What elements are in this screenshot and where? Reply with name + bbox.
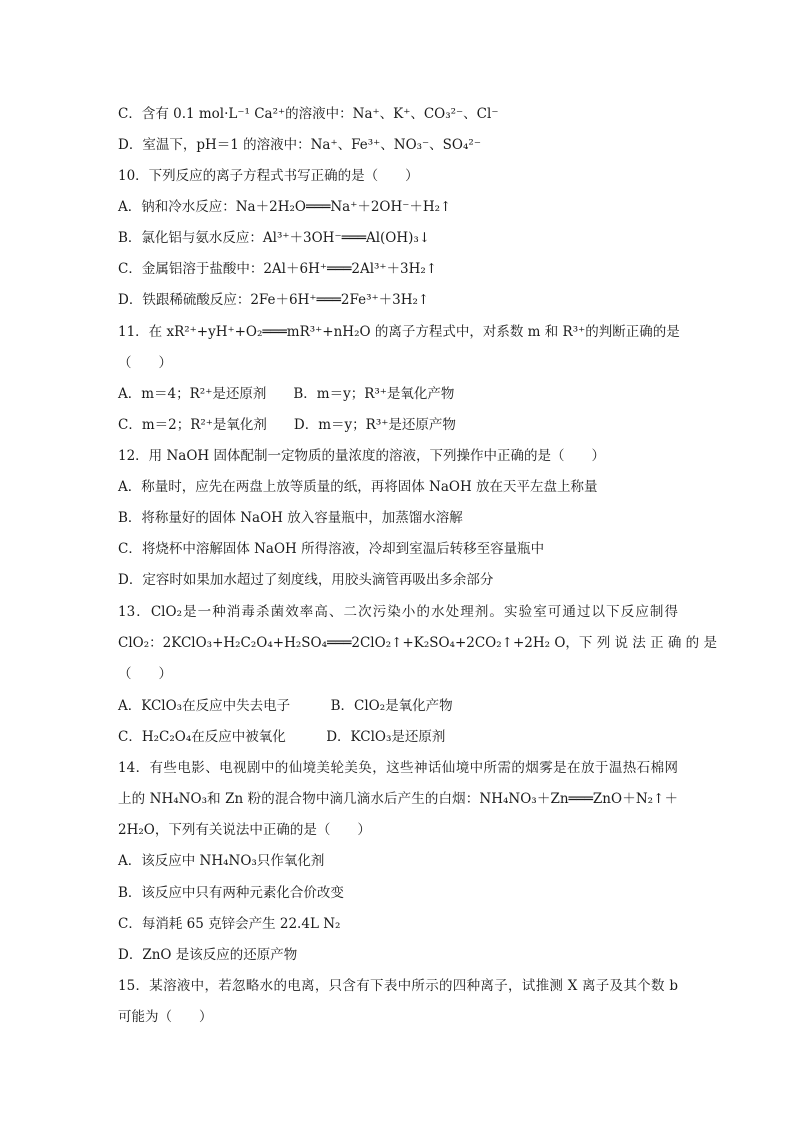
option-14c: C．每消耗 65 克锌会产生 22.4L N₂: [118, 916, 341, 932]
option-9d: D．室温下，pH＝1 的溶液中：Na⁺、Fe³⁺、NO₃⁻、SO₄²⁻: [118, 137, 481, 153]
question-13-blank: （ ）: [118, 666, 172, 682]
question-12: 12．用 NaOH 固体配制一定物质的量浓度的溶液，下列操作中正确的是（ ）: [118, 448, 605, 464]
option-14a: A．该反应中 NH₄NO₃只作氧化剂: [118, 853, 325, 869]
option-9c: C．含有 0.1 mol·L⁻¹ Ca²⁺的溶液中：Na⁺、K⁺、CO₃²⁻、Cl⁻: [118, 106, 499, 122]
option-12d: D．定容时如果加水超过了刻度线，用胶头滴管再吸出多余部分: [118, 572, 494, 588]
option-12b: B．将称量好的固体 NaOH 放入容量瓶中，加蒸馏水溶解: [118, 510, 463, 526]
question-14: 14．有些电影、电视剧中的仙境美轮美奂，这些神话仙境中所需的烟雾是在放于温热石棉网: [118, 760, 678, 776]
options-13ab: A．KClO₃在反应中失去电子 B．ClO₂是氧化产物: [118, 698, 453, 714]
options-11ab: A．m＝4；R²⁺是还原剂 B．m＝y；R³⁺是氧化产物: [118, 386, 455, 402]
question-15-end: 可能为（ ）: [118, 1009, 213, 1025]
options-13cd: C．H₂C₂O₄在反应中被氧化 D．KClO₃是还原剂: [118, 729, 446, 745]
options-11cd: C．m＝2；R²⁺是氧化剂 D．m＝y；R³⁺是还原产物: [118, 417, 456, 433]
question-13: 13．ClO₂是一种消毒杀菌效率高、二次污染小的水处理剂。实验室可通过以下反应制得: [118, 604, 678, 620]
option-12a: A．称量时，应先在两盘上放等质量的纸，再将固体 NaOH 放在天平左盘上称量: [118, 479, 598, 495]
option-10b: B．氯化铝与氨水反应：Al³⁺＋3OH⁻═══Al(OH)₃↓: [118, 230, 431, 246]
option-14b: B．该反应中只有两种元素化合价改变: [118, 885, 344, 901]
option-10c: C．金属铝溶于盐酸中：2Al＋6H⁺═══2Al³⁺＋3H₂↑: [118, 261, 438, 277]
question-10: 10．下列反应的离子方程式书写正确的是（ ）: [118, 168, 419, 184]
question-14-cont: 上的 NH₄NO₃和 Zn 粉的混合物中滴几滴水后产生的白烟：NH₄NO₃＋Zn═══ZnO＋N₂↑＋: [118, 791, 678, 807]
question-14-end: 2H₂O，下列有关说法中正确的是（ ）: [118, 822, 371, 838]
option-12c: C．将烧杯中溶解固体 NaOH 所得溶液，冷却到室温后转移至容量瓶中: [118, 541, 545, 557]
question-15: 15．某溶液中，若忽略水的电离，只含有下表中所示的四种离子，试推测 X 离子及其个数 b: [118, 978, 678, 994]
option-10d: D．铁跟稀硫酸反应：2Fe＋6H⁺═══2Fe³⁺＋3H₂↑: [118, 292, 430, 308]
question-11-blank: （ ）: [118, 355, 172, 371]
option-10a: A．钠和冷水反应：Na＋2H₂O═══Na⁺＋2OH⁻＋H₂↑: [118, 199, 452, 215]
option-14d: D．ZnO 是该反应的还原产物: [118, 947, 298, 963]
question-11: 11．在 xR²⁺+yH⁺+O₂═══mR³⁺+nH₂O 的离子方程式中，对系数 m 和 R³⁺的判断正确的是: [118, 324, 680, 340]
question-13-equation: ClO₂：2KClO₃+H₂C₂O₄+H₂SO₄═══2ClO₂↑+K₂SO₄+2CO₂↑+2H₂ O，下 列 说 法 正 确 的 是: [118, 635, 717, 651]
